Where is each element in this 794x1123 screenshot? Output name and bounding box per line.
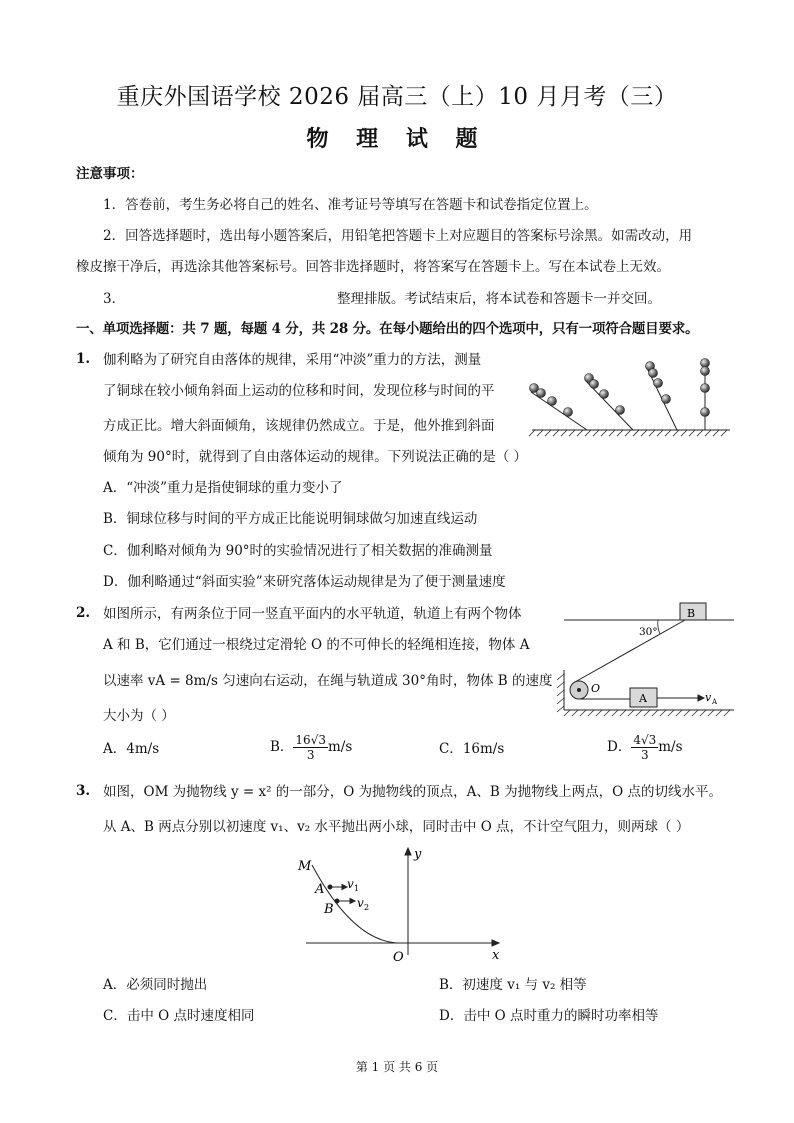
inclined-plane-figure	[525, 356, 730, 438]
question-text: 大小为（ ）	[103, 708, 175, 724]
label-m: M	[298, 859, 312, 874]
question-text: 伽利略为了研究自由落体的规律，采用“冲淡”重力的方法，测量	[103, 352, 482, 368]
page-subtitle: 物 理 试 题	[306, 126, 488, 152]
question-text: 如图，OM 为抛物线 y = x² 的一部分，O 为抛物线的顶点，A、B 为抛物线上两点，O 点的切线水平。	[103, 784, 722, 800]
label-v-sub: A	[712, 698, 718, 706]
option-c: C．伽利略对倾角为 90°时的实验情况进行了相关数据的准确测量	[103, 543, 493, 559]
label-a: A	[315, 882, 325, 897]
label-v2-sub: 2	[364, 903, 370, 912]
option-c: C．击中 O 点时速度相同	[103, 1008, 255, 1024]
question-text: 从 A、B 两点分别以初速度 v₁、v₂ 水平抛出两小球，同时击中 O 点，不计空气阻力，则两球（ ）	[103, 819, 690, 835]
question-number: 1.	[76, 351, 91, 367]
parabola-figure	[292, 843, 507, 968]
fraction-numerator: 4√3	[633, 733, 657, 747]
question-text: 如图所示，有两条位于同一竖直平面内的水平轨道，轨道上有两个物体	[103, 606, 522, 622]
note-2b: 橡皮擦干净后，再选涂其他答案标号。回答非选择题时，将答案写在答题卡上。写在本试卷上无效。	[76, 259, 670, 275]
unit: m/s	[658, 739, 683, 755]
note-3b: 整理排版。考试结束后，将本试卷和答题卡一并交回。	[337, 291, 661, 307]
label-a: A	[639, 692, 647, 705]
fraction	[293, 733, 328, 762]
option-d	[607, 733, 683, 762]
option-d: D．伽利略通过“斜面实验”来研究落体运动规律是为了便于测量速度	[103, 574, 506, 590]
option-b: B．铜球位移与时间的平方成正比能说明铜球做匀加速直线运动	[103, 511, 478, 527]
label-v2: v	[357, 896, 364, 910]
point-b	[335, 899, 340, 904]
fraction-denominator: 3	[306, 748, 315, 762]
label-v: v	[705, 691, 712, 704]
option-label: D．	[607, 739, 632, 755]
label-y: y	[414, 847, 422, 862]
section-heading: 一、单项选择题：共 7 题，每题 4 分，共 28 分。在每小题给出的四个选项中，只有一项符合题目要求。	[76, 321, 699, 337]
option-a: A．“冲淡”重力是指使铜球的重力变小了	[103, 480, 343, 496]
unit: m/s	[327, 739, 353, 755]
option-b: B．初速度 v₁ 与 v₂ 相等	[439, 977, 587, 993]
label-o: O	[591, 682, 601, 695]
fraction	[631, 733, 658, 762]
fraction-numerator: 16√3	[295, 733, 326, 747]
option-a: A．必须同时抛出	[103, 977, 208, 993]
label-v1: v	[347, 877, 354, 891]
label-v1-sub: 1	[354, 884, 360, 893]
question-text: 方成正比。增大斜面倾角，该规律仍然成立。于是，他外推到斜面	[103, 418, 495, 434]
note-2a: 2．回答选择题时，选出每小题答案后，用铅笔把答题卡上对应题目的答案标号涂黑。如需改动，用	[103, 228, 693, 244]
page-title: 重庆外国语学校 2026 届高三（上）10 月月考（三）	[116, 84, 678, 110]
label-b: B	[687, 607, 696, 620]
note-1: 1．答卷前，考生务必将自己的姓名、准考证号等填写在答题卡和试卷指定位置上。	[103, 197, 598, 213]
option-d: D．击中 O 点时重力的瞬时功率相等	[439, 1008, 659, 1024]
label-b: B	[324, 902, 334, 917]
label-o: O	[393, 950, 404, 965]
question-number: 3.	[76, 783, 91, 799]
question-number: 2.	[76, 605, 91, 621]
page-footer: 第 1 页 共 6 页	[355, 1060, 439, 1074]
point-a	[328, 885, 333, 890]
option-label: B．	[270, 739, 294, 755]
notes-heading: 注意事项：	[76, 166, 144, 182]
question-text: 倾角为 90°时，就得到了自由落体运动的规律。下列说法正确的是（ ）	[103, 449, 528, 465]
question-text: 了铜球在较小倾角斜面上运动的位移和时间，发现位移与时间的平	[103, 383, 495, 399]
question-text: A 和 B，它们通过一根绕过定滑轮 O 的不可伸长的轻绳相连接，物体 A	[103, 637, 530, 653]
note-3a: 3．	[103, 291, 126, 307]
fraction-denominator: 3	[640, 748, 649, 762]
question-text: 以速率 vA = 8m/s 匀速向右运动，在绳与轨道成 30°角时，物体 B 的速度	[103, 673, 553, 689]
pulley-figure	[548, 598, 738, 720]
option-a: A．4m/s	[103, 741, 160, 757]
angle-label: 30°	[639, 626, 658, 638]
option-b	[270, 733, 352, 762]
label-x: x	[492, 948, 500, 963]
option-c: C．16m/s	[439, 741, 505, 757]
